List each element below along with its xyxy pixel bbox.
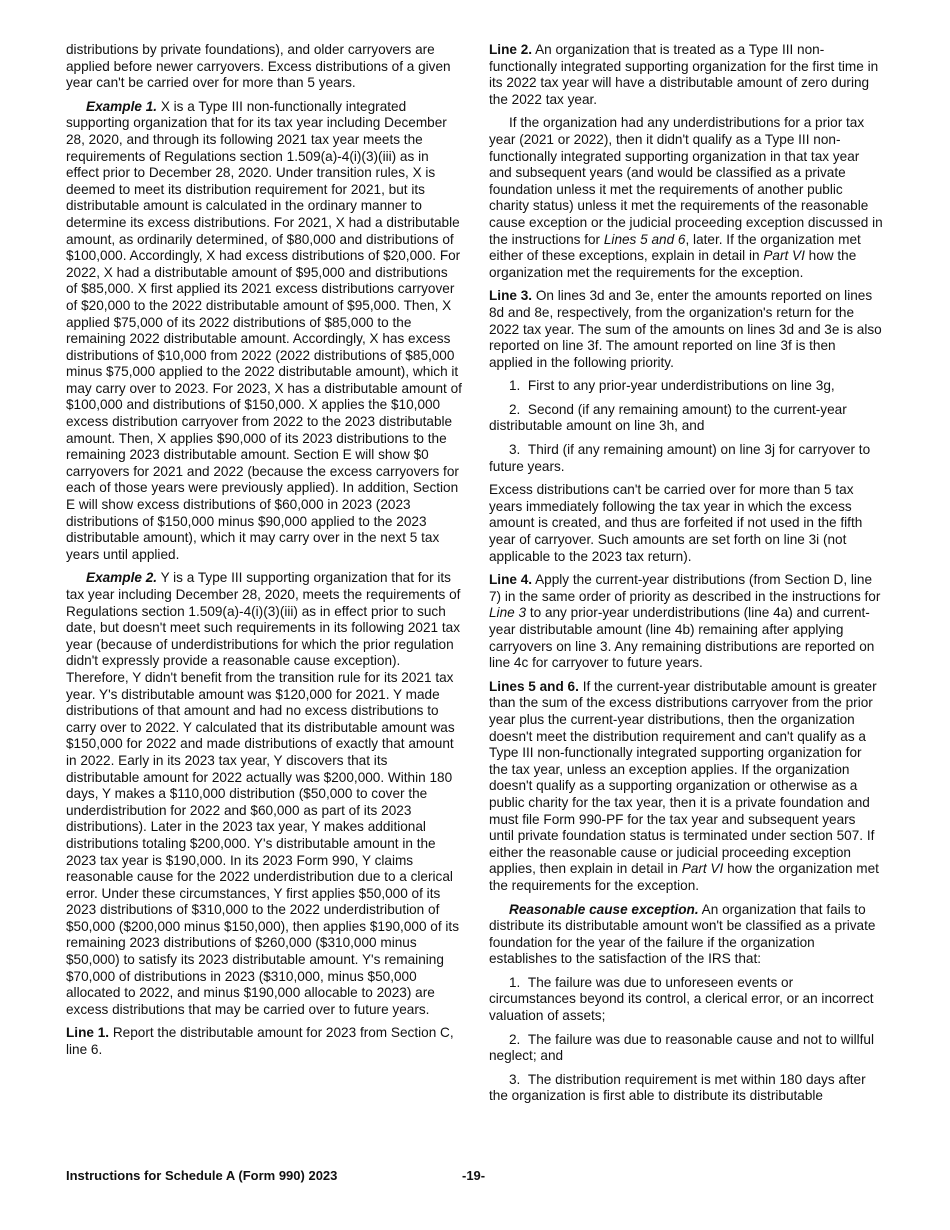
reasonable-cause-label: Reasonable cause exception. [509,901,699,917]
page-number: -19- [462,1168,486,1183]
example-2-label: Example 2. [86,570,158,586]
part-vi-reference-2: Part VI [681,861,724,877]
line-4-text-b: to any prior-year underdistributions (line 4a) and current-year distributable amount (line 4b) remaining after applying carryovers on line 3. Any remaining distributions are reported on line 4c for carryover to future years. [489,605,875,671]
line-3-paragraph [489,288,883,371]
example-2-paragraph [66,570,462,1018]
line-1-paragraph [66,1025,462,1058]
line-2-paragraph [489,42,883,108]
line-4-label: Line 4. [489,572,533,588]
lines-5-6-label: Lines 5 and 6. [489,678,579,694]
line-3-reference: Line 3 [489,605,527,621]
reasonable-cause-text: An organization that fails to distribute its distributable amount won't be classified as a private foundation for the year of the failure if the organization establishes to the satisfaction of the IRS that: [489,901,876,967]
line-2-text: An organization that is treated as a Type III non-functionally integrated supporting organization for the first time in its 2022 tax year will have a distributable amount of zero during the 2022 tax year. [489,42,879,107]
part-vi-reference: Part VI [763,248,805,264]
line-1-text: Report the distributable amount for 2023 from Section C, line 6. [66,1025,454,1058]
example-1-paragraph [66,99,462,564]
line-1-label: Line 1. [66,1025,110,1041]
reasonable-cause-paragraph [489,902,883,968]
line-3-item-1: 1. First to any prior-year underdistributions on line 3g, [509,378,835,394]
lines-5-6-text-b: how the organization met the requirements for the exception. [489,861,879,893]
lines-5-6-text-a: If the current-year distributable amount is greater than the sum of the excess distributions carryover from the prior year plus the current-year distributions, then the organization doesn't meet the distribution requirement and can't qualify as a Type III non-functionally integrated supporting organization for the tax year, unless an exception applies. If the organization doesn't qualify as a supporting organization or otherwise as a public charity for the tax year, then it is a private foundation and must file Form 990-PF for the tax year and subsequent years until private foundation status is terminated under section 507. If either the reasonable cause or judicial proceeding exception applies, then explain in detail in [489,678,877,877]
line-4-paragraph [489,572,883,672]
example-2-text: Y is a Type III supporting organization that for its tax year including December 28, 2020, meets the requirements of Regulations section 1.509(a)-4(i)(3)(iii) as in effect prior to such date, but doesn't meet such requirements in its following 2021 tax year (because of underdistributions for which the prior regulation didn't expressly provide a reasonable cause exception). Therefore, Y didn't benefit from the transition rule for its 2021 tax year. Y's distributable amount was $120,000 for 2021. Y made distributions of that amount and had no excess distributions to carry over to 2022. Y calculated that its distributable amount was $150,000 for 2022 and made distributions of exactly that amount in 2022. Early in its 2023 tax year, Y discovers that its distributable amount for 2022 actually was $200,000. Within 180 days, Y makes a $110,000 distribution ($50,000 to cover the underdistribution for 2022 and $60,000 as part of its 2023 distributions). Later in the 2023 tax year, Y makes additional distributions totaling $200,000. Y's distributable amount in the 2023 tax year is $190,000. In its 2023 Form 990, Y claims reasonable cause for the 2022 underdistribution due to a clerical error. Under these circumstances, Y first applies $50,000 of its 2023 distributions of $310,000 to the 2022 underdistribution of $50,000 ($200,000 minus $150,000), then applies $190,000 of its remaining 2023 distributions of $260,000 ($310,000 minus $50,000) to satisfy its 2023 distributable amount. Y's remaining $70,000 of distributions in 2023 ($310,000, minus $50,000 allocated to 2022, and minus $190,000 allocable to 2023) are excess distributions that may be carried over to future years. [66,570,461,1017]
line-2-p2-text-b: , later. If the organization met either of these exceptions, explain in detail in [489,231,861,264]
line-2-p2-text-a: If the organization had any underdistributions for a prior tax year (2021 or 2022), then it didn't qualify as a Type III non-functionally integrated supporting organization in that tax year and subsequent years (and would be classified as a private foundation unless it met the requirements of another public charity status) unless it met the requirements of the reasonable cause exception or the judicial proceeding exception discussed in the instructions for [489,115,883,247]
right-column [489,42,883,1112]
line-3-label: Line 3. [489,288,533,304]
lines-5-6-reference: Lines 5 and 6 [603,231,686,247]
reasonable-cause-item-2: 2. The failure was due to reasonable cause and not to willful neglect; and [489,1031,874,1064]
example-1-text: X is a Type III non-functionally integrated supporting organization that for its tax year including December 28, 2020, and through its following 2021 tax year meets the requirements of Regulations section 1.509(a)-4(i)(3)(iii) as in effect prior to December 28, 2020. Under transition rules, X is deemed to meet its distribution requirement for 2021, but its distributable amount is calculated in the ordinary manner to determine its excess distributions. For 2021, X had a distributable amount, as ordinarily determined, of $80,000 and distributions of $100,000. Accordingly, X had excess distributions of $20,000. For 2022, X had a distributable amount of $95,000 and distributions of $85,000. X first applied its 2021 excess distributions carryover of $20,000 to the 2022 distributable amount of $95,000. Then, X applied $75,000 of its 2022 distributions of $85,000 to the remaining 2022 distributable amount. Accordingly, X has excess distributions of $10,000 from 2022 (2022 distributions of $85,000 minus $75,000 applied to the 2022 distributable amount), which it may carry over to 2023. For 2023, X has a distributable amount of $100,000 and distributions of $150,000. X applies the $10,000 excess distribution carryover from 2022 to the 2023 distributable amount. Then, X applies $90,000 of its 2023 distributions to the remaining 2023 distributable amount. Section E will show $0 carryovers for 2021 and 2022 (because the excess carryovers for each of those years were previously applied). In addition, Section E will show excess distributions of $60,000 in 2023 (2023 distributions of $150,000 minus $90,000 applied to the 2023 distributable amount), which it may carry over in the next 5 tax years until applied. [66,98,462,562]
lines-5-6-paragraph [489,679,883,895]
example-1-label: Example 1. [86,98,158,114]
page-footer [66,1168,883,1188]
line-4-text-a: Apply the current-year distributions (from Section D, line 7) in the same order of priority as described in the instructions for [489,572,881,604]
left-column [66,42,462,1066]
footer-title: Instructions for Schedule A (Form 990) 2023 [66,1168,338,1183]
carryover-paragraph: distributions by private foundations), and older carryovers are applied before newer carryovers. Excess distributions of a given year can't be carried over for more than 5 years. [66,42,451,91]
line-2-paragraph-2 [489,115,883,281]
reasonable-cause-item-3: 3. The distribution requirement is met within 180 days after the organization is first able to distribute its distributable [489,1071,866,1104]
line-3-text: On lines 3d and 3e, enter the amounts reported on lines 8d and 8e, respectively, from the organization's return for the 2022 tax year. The sum of the amounts on lines 3d and 3e is also reported on line 3f. The amount reported on line 3f is then applied in the following priority. [489,288,882,370]
line-3-paragraph-2: Excess distributions can't be carried over for more than 5 tax years immediately following the tax year in which the excess amount is created, and thus are forfeited if not used in the fifth year of carryover. Such amounts are set forth on line 3i (not applicable to the 2023 tax return). [489,482,863,564]
reasonable-cause-item-1: 1. The failure was due to unforeseen events or circumstances beyond its control, a clerical error, or an incorrect valuation of assets; [489,974,874,1024]
line-3-item-3: 3. Third (if any remaining amount) on line 3j for carryover to future years. [489,442,871,474]
line-2-p2-text-c: how the organization met the requirements for the exception. [489,248,857,280]
line-3-item-2: 2. Second (if any remaining amount) to the current-year distributable amount on line 3h, and [489,401,847,434]
line-2-label: Line 2. [489,42,533,57]
